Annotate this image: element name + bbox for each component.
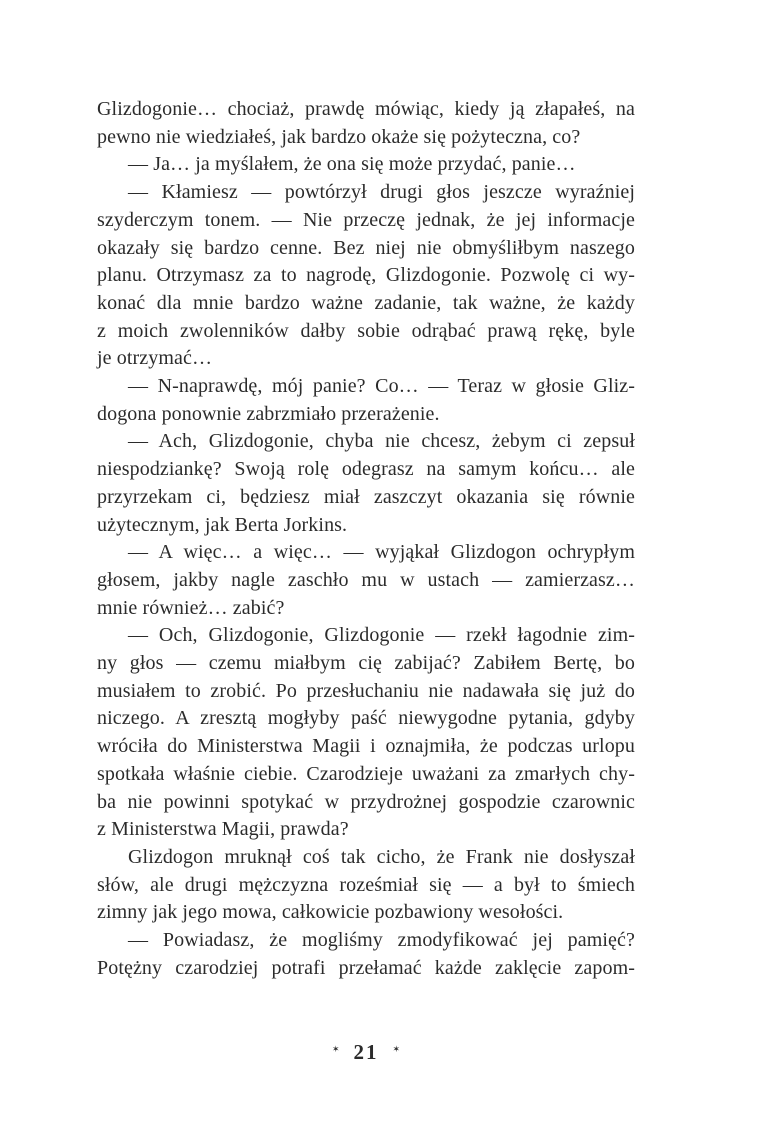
text-line: planu. Otrzymasz za to nagrodę, Glizdogonie. Pozwolę ci wy- xyxy=(97,264,635,287)
text-line: Glizdogonie… chociaż, prawdę mówiąc, kiedy ją złapałeś, na xyxy=(97,98,635,120)
text-line: — Kłamiesz — powtórzył drugi głos jeszcze wyraźniej xyxy=(128,181,635,204)
text-line: — Ja… ja myślałem, że ona się może przydać, panie… xyxy=(128,153,576,176)
text-line: użytecznym, jak Berta Jorkins. xyxy=(97,513,348,536)
text-line: — N-naprawdę, mój panie? Co… — Teraz w głosie Gliz- xyxy=(128,375,635,398)
text-line: Glizdogon mruknął coś tak cicho, że Frank nie dosłyszał xyxy=(128,845,635,868)
text-line: dogona ponownie zabrzmiało przerażenie. xyxy=(97,402,440,425)
text-line: szyderczym tonem. — Nie przeczę jednak, że jej informacje xyxy=(97,208,635,231)
text-line: konać dla mnie bardzo ważne zadanie, tak ważne, że każdy xyxy=(97,291,635,314)
text-line: — Och, Glizdogonie, Glizdogonie — rzekł łagodnie zim- xyxy=(128,624,635,647)
text-line: zimny jak jego mowa, całkowicie pozbawiony wesołości. xyxy=(97,901,564,924)
text-line: Potężny czarodziej potrafi przełamać każde zaklęcie zapom- xyxy=(97,956,635,979)
text-line: ny głos — czemu miałbym cię zabijać? Zabiłem Bertę, bo xyxy=(97,652,635,675)
text-line: okazały się bardzo cenne. Bez niej nie obmyśliłbym naszego xyxy=(97,236,635,259)
page-number: 21 xyxy=(353,1040,379,1064)
text-line: — Ach, Glizdogonie, chyba nie chcesz, żebym ci zepsuł xyxy=(128,430,635,453)
text-line: wróciła do Ministerstwa Magii i oznajmiła, że podczas urlopu xyxy=(97,735,635,758)
text-line: — A więc… a więc… — wyjąkał Glizdogon ochrypłym xyxy=(128,541,635,564)
text-line: je otrzymać… xyxy=(97,347,213,370)
star-ornament-left-icon: ✶ xyxy=(331,1044,340,1055)
text-line: ba nie powinni spotykać w przydrożnej gospodzie czarownic xyxy=(97,790,635,813)
text-line: przyrzekam ci, będziesz miał zaszczyt okazania się równie xyxy=(97,485,635,508)
star-ornament-right-icon: ✶ xyxy=(392,1044,401,1055)
text-line: z moich zwolenników dałby sobie odrąbać prawą rękę, byle xyxy=(97,319,635,342)
text-line: pewno nie wiedziałeś, jak bardzo okaże się pożyteczna, co? xyxy=(97,125,581,148)
text-line: niespodziankę? Swoją rolę odegrasz na samym końcu… ale xyxy=(97,458,635,481)
page-text xyxy=(97,96,635,983)
page-footer xyxy=(97,1040,635,1065)
text-line: spotkała właśnie ciebie. Czarodzieje uważani za zmarłych chy- xyxy=(97,762,635,785)
text-line: głosem, jakby nagle zaschło mu w ustach — zamierzasz… xyxy=(97,568,635,591)
text-line: słów, ale drugi mężczyzna roześmiał się — a był to śmiech xyxy=(97,873,635,896)
text-line: niczego. A zresztą mogłyby paść niewygodne pytania, gdyby xyxy=(97,707,635,730)
text-line: musiałem to zrobić. Po przesłuchaniu nie nadawała się już do xyxy=(97,679,635,702)
text-line: — Powiadasz, że mogliśmy zmodyfikować jej pamięć? xyxy=(128,929,635,952)
text-line: mnie również… zabić? xyxy=(97,596,285,619)
text-line: z Ministerstwa Magii, prawda? xyxy=(97,818,349,841)
